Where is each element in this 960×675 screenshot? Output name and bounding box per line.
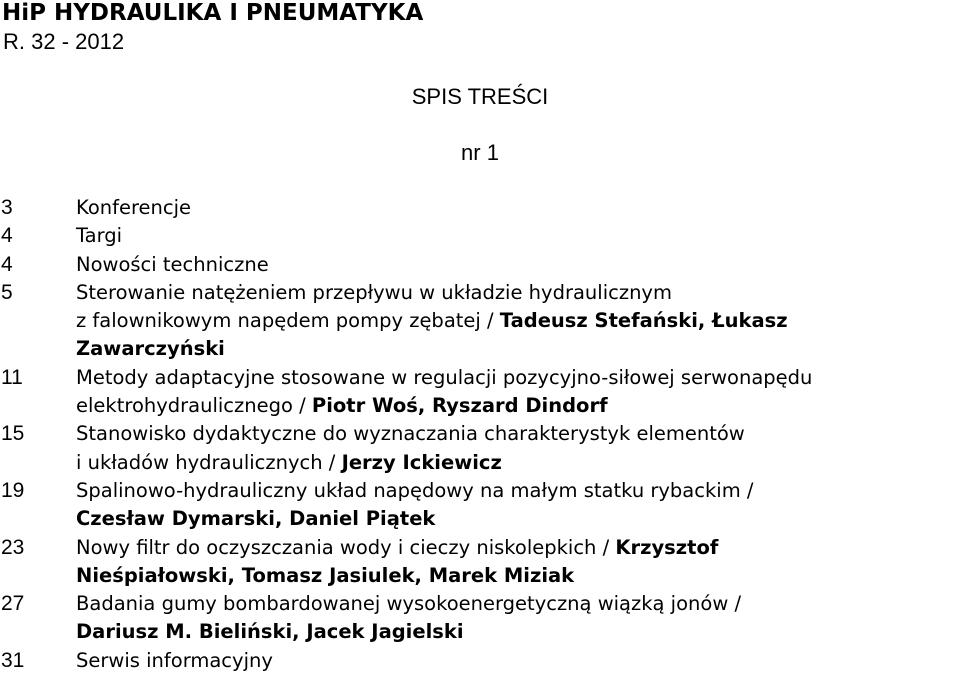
- toc-entry-line: [76, 477, 960, 505]
- toc-entry-line: [76, 307, 960, 335]
- toc-entry: [0, 279, 960, 364]
- toc-entry-text: [76, 251, 960, 279]
- article-title: z falownikowym napędem pompy zębatej /: [76, 309, 500, 333]
- toc-entry-line: [76, 392, 960, 420]
- toc-page-number: 27: [1, 592, 25, 616]
- toc-entry-text: [76, 647, 960, 675]
- toc-page-number: 3: [1, 196, 13, 219]
- toc-entry-line: [76, 364, 960, 392]
- toc-entry-line: [76, 420, 960, 448]
- toc-entry-text: [76, 194, 960, 222]
- article-title: i układów hydraulicznych /: [76, 450, 342, 474]
- toc-heading: SPIS TREŚCI: [411, 84, 549, 109]
- toc-entry: [0, 251, 960, 279]
- article-authors: Jerzy Ickiewicz: [341, 450, 502, 474]
- toc-entry-text: [76, 364, 960, 421]
- toc-entry: [0, 647, 960, 675]
- article-title: Spalinowo-hydrauliczny układ napędowy na małym statku rybackim /: [76, 478, 754, 502]
- toc-entry-line: [76, 562, 960, 590]
- toc-entry-text: [76, 534, 960, 591]
- article-title: Nowości techniczne: [76, 252, 269, 276]
- table-of-contents: [0, 194, 960, 675]
- toc-entry-line: [76, 505, 960, 533]
- toc-page-number: 31: [1, 648, 25, 672]
- article-title: elektrohydraulicznego /: [76, 394, 312, 418]
- toc-entry-text: [76, 222, 960, 250]
- toc-entry-line: [76, 618, 960, 646]
- toc-entry: [0, 194, 960, 222]
- toc-page-number: 15: [1, 422, 25, 446]
- toc-entry: [0, 364, 960, 421]
- toc-entry-line: [76, 251, 960, 279]
- toc-entry-text: [76, 420, 960, 477]
- article-authors: Tadeusz Stefański, Łukasz: [499, 309, 788, 333]
- toc-page-number: 5: [1, 280, 13, 304]
- toc-entry: [0, 590, 960, 647]
- article-authors: Czesław Dymarski, Daniel Piątek: [76, 507, 436, 531]
- toc-entry: [0, 477, 960, 534]
- article-title: Sterowanie natężeniem przepływu w układzie hydraulicznym: [76, 280, 672, 304]
- article-authors: Krzysztof: [615, 535, 719, 559]
- article-authors: Zawarczyński: [76, 337, 225, 361]
- toc-entry: [0, 534, 960, 591]
- toc-entry-line: [76, 647, 960, 675]
- journal-title: HiP HYDRAULIKA I PNEUMATYKA: [2, 0, 424, 26]
- article-title: Badania gumy bombardowanej wysokoenergetyczną wiązką jonów /: [76, 592, 742, 616]
- toc-page-number: 4: [1, 224, 13, 248]
- toc-entry-line: [76, 279, 960, 307]
- toc-entry-line: [76, 590, 960, 618]
- volume-year: R. 32 - 2012: [3, 29, 125, 54]
- toc-entry-line: [76, 534, 960, 562]
- article-title: Nowy filtr do oczyszczania wody i cieczy niskolepkich /: [76, 535, 616, 559]
- toc-page-number: 23: [1, 535, 25, 559]
- article-authors: Dariusz M. Bieliński, Jacek Jagielski: [76, 620, 464, 644]
- article-title: Konferencje: [76, 196, 192, 219]
- article-title: Stanowisko dydaktyczne do wyznaczania charakterystyk elementów: [76, 422, 745, 446]
- article-title: Targi: [76, 224, 123, 248]
- toc-entry-line: [76, 222, 960, 250]
- toc-entry: [0, 222, 960, 250]
- toc-entry-text: [76, 590, 960, 647]
- toc-page-number: 11: [1, 365, 23, 389]
- toc-entry-line: [76, 449, 960, 477]
- issue-number: nr 1: [461, 140, 499, 165]
- toc-entry-text: [76, 477, 960, 534]
- toc-entry: [0, 420, 960, 477]
- toc-page-number: 4: [1, 252, 13, 276]
- article-authors: Nieśpiałowski, Tomasz Jasiulek, Marek Miziak: [76, 563, 575, 587]
- article-title: Metody adaptacyjne stosowane w regulacji pozycyjno-siłowej serwonapędu: [76, 365, 813, 389]
- article-authors: Piotr Woś, Ryszard Dindorf: [311, 394, 608, 418]
- article-title: Serwis informacyjny: [76, 648, 273, 672]
- toc-entry-line: [76, 335, 960, 363]
- toc-entry-text: [76, 279, 960, 364]
- toc-entry-line: [76, 194, 960, 222]
- toc-page-number: 19: [1, 478, 25, 502]
